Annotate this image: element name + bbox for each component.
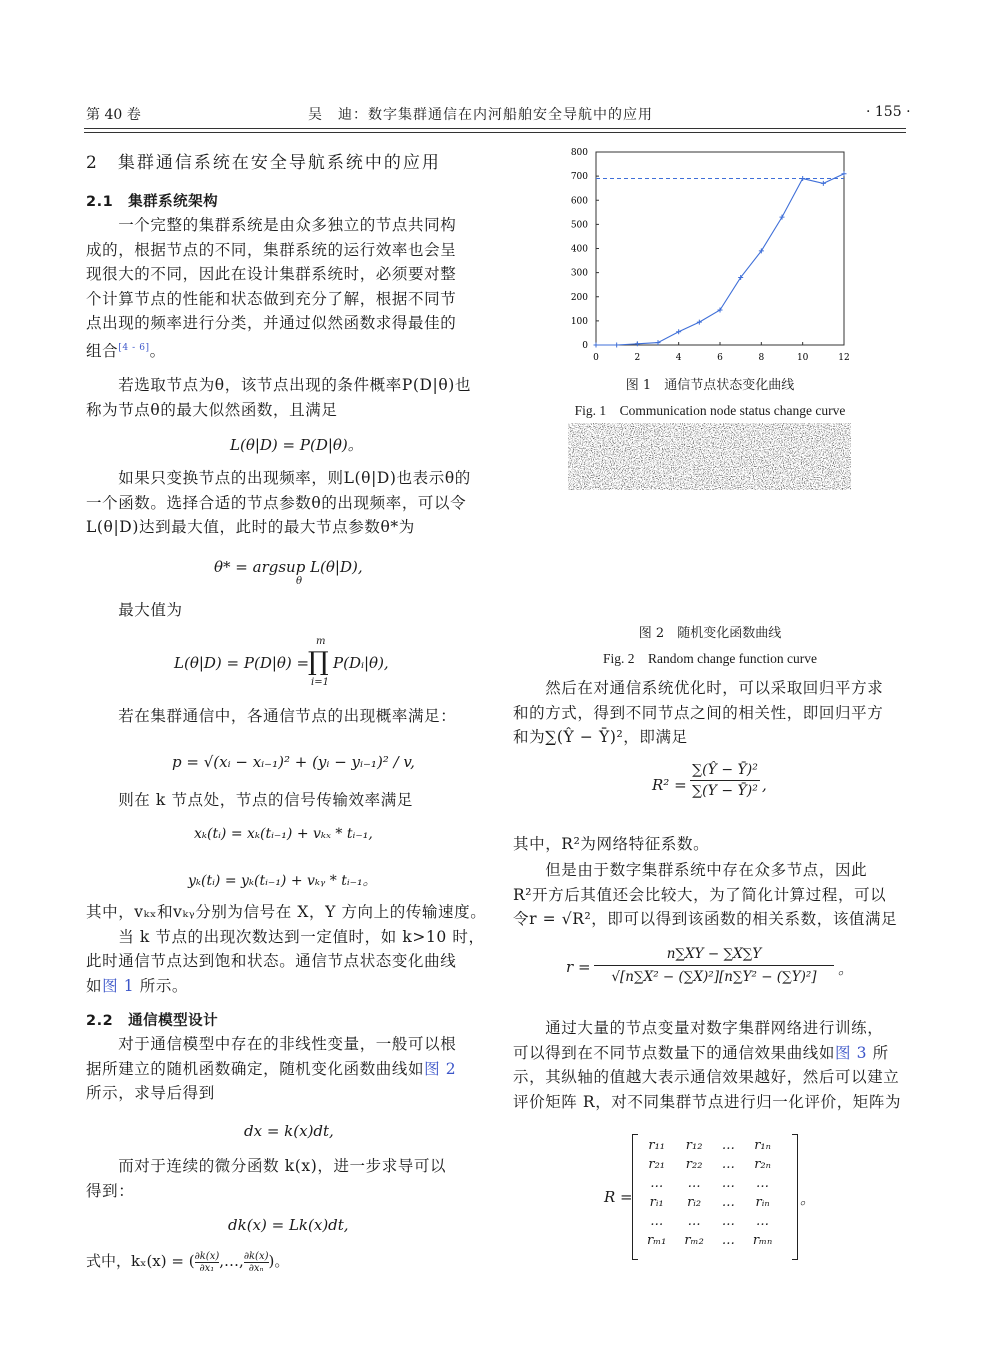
y-tick-label: 100 xyxy=(570,316,588,327)
matrix-cell: … xyxy=(721,1176,735,1191)
matrix-row xyxy=(638,1136,781,1155)
matrix-cell: … xyxy=(687,1176,701,1191)
subsection-title-2-1: 2.1 集群系统架构 xyxy=(86,194,219,210)
header-rule-top xyxy=(84,128,906,129)
equation-r2-end: , xyxy=(762,776,767,794)
journal-volume: 第 40 卷 xyxy=(86,107,141,123)
data-point xyxy=(594,343,599,348)
equation-product-right: P(Dᵢ|θ), xyxy=(333,654,389,672)
text-line: 令r = √R²，即可以得到该函数的相关系数，该值满足 xyxy=(513,910,898,929)
data-point xyxy=(635,341,640,346)
text-line: L(θ|D)达到最大值，此时的最大节点参数θ*为 xyxy=(86,518,415,537)
x-tick-label: 0 xyxy=(593,353,599,363)
equation-likelihood: L(θ|D) = P(D|θ)。 xyxy=(230,436,363,454)
equation-r-left: r = xyxy=(566,958,591,976)
matrix-cell: r₁ₙ xyxy=(754,1138,771,1153)
text-line: 一个完整的集群系统是由众多独立的节点共同构 xyxy=(86,216,457,234)
y-tick-label: 500 xyxy=(570,220,588,231)
matrix-cell: rₘ₁ xyxy=(647,1233,667,1248)
text-line: 评价矩阵 R，对不同集群节点进行归一化评价，矩阵为 xyxy=(513,1092,902,1111)
equation-matrix-end: 。 xyxy=(800,1190,816,1208)
matrix-cell: r₁₁ xyxy=(648,1138,666,1153)
paragraph-max-value xyxy=(86,598,478,623)
matrix-cell: r₂₂ xyxy=(685,1157,703,1172)
fig1-caption-cn: 图 1 通信节点状态变化曲线 xyxy=(625,378,795,393)
text-line: 最大值为 xyxy=(86,601,183,619)
matrix-cell: r₁₂ xyxy=(685,1138,703,1153)
text-line: 如果只变换节点的出现频率，则L(θ|D)也表示θ的 xyxy=(86,469,471,487)
text-line: 得到： xyxy=(86,1181,135,1200)
data-point xyxy=(780,215,785,220)
text-line: 但是由于数字集群系统中存在众多节点，因此 xyxy=(513,861,868,879)
paragraph-saturation xyxy=(86,900,487,998)
header-rule-bottom xyxy=(84,132,906,133)
equation-product-left: L(θ|D) = P(D|θ) = xyxy=(174,654,310,672)
text-line: 然后在对通信系统优化时，可以采取回归平方求 xyxy=(513,679,884,697)
data-point xyxy=(697,320,702,325)
text-line: 则在 k 节点处，节点的信号传输效率满足 xyxy=(86,791,413,809)
text-line: 可以得到在不同节点数量下的通信效果曲线如图 3 所 xyxy=(513,1043,889,1062)
figure-3-link[interactable]: 图 3 xyxy=(835,1043,868,1062)
series-line xyxy=(596,174,844,345)
matrix-cell: rᵢ₂ xyxy=(687,1195,702,1210)
matrix-cell: … xyxy=(756,1176,770,1191)
y-tick-label: 300 xyxy=(570,268,588,279)
matrix-cell: rᵢ₁ xyxy=(649,1195,664,1210)
equation-gradient: 式中，kₓ(x) = ( $\frac{\partial k(x)}{\text{∂x₁}}$ ,…, $\frac{\partial k(x)}{\text{∂xₙ}}$ )。 xyxy=(86,1250,290,1274)
fig2-caption-cn: 图 2 随机变化函数曲线 xyxy=(638,626,782,641)
text-line: 和的方式，得到不同节点之间的相关性，即回归平方 xyxy=(513,703,884,722)
equation-y-position: yₖ(tᵢ) = yₖ(tᵢ₋₁) + vₖᵧ * tᵢ₋₁。 xyxy=(188,873,377,889)
text-line: 若选取节点为θ，该节点出现的条件概率P(D|θ)也 xyxy=(86,376,472,394)
equation-probability: p = √(xᵢ − xᵢ₋₁)² + (yᵢ − yᵢ₋₁)² / v, xyxy=(172,753,415,771)
x-tick-label: 2 xyxy=(634,353,641,363)
text-line: 示，其纵轴的值越大表示通信效果越好，然后可以建立 xyxy=(513,1068,900,1087)
paragraph-model xyxy=(86,1032,478,1106)
equation-dx: dx = k(x)dt, xyxy=(244,1122,334,1140)
matrix-cell: … xyxy=(721,1214,735,1229)
data-point xyxy=(842,171,847,176)
y-tick-label: 400 xyxy=(570,244,588,255)
x-tick-label: 10 xyxy=(796,353,809,363)
equation-argsup: θ* = argsup L(θ|D), xyxy=(214,558,363,576)
text-line: 通过大量的节点变量对数字集群网络进行训练， xyxy=(513,1019,884,1037)
text-line: 一个函数。选择合适的节点参数θ的出现频率，可以令 xyxy=(86,493,467,512)
citation-link[interactable]: [4 - 6] xyxy=(118,342,150,353)
data-point xyxy=(614,343,619,348)
matrix-cell: … xyxy=(756,1214,770,1229)
matrix-cell: … xyxy=(687,1214,701,1229)
matrix-cell: rₘₙ xyxy=(752,1233,773,1248)
paragraph-likelihood xyxy=(86,373,478,422)
data-point xyxy=(800,176,805,181)
paragraph-derivative xyxy=(86,1154,478,1203)
matrix-cell: … xyxy=(721,1138,735,1153)
text-line: 其中，R²为网络特征系数。 xyxy=(513,835,710,853)
matrix-cell: … xyxy=(650,1176,664,1191)
evaluation-matrix xyxy=(638,1136,781,1250)
equation-product-upper: m xyxy=(316,636,326,647)
text-line: 称为节点θ的最大似然函数，且满足 xyxy=(86,400,338,419)
paragraph-regression xyxy=(513,676,905,750)
fig2-noise-image xyxy=(568,423,851,490)
data-point xyxy=(676,329,681,334)
text-line: 个计算节点的性能和状态做到充分了解，根据不同节 xyxy=(86,289,457,308)
equation-x-position: xₖ(tᵢ) = xₖ(tᵢ₋₁) + vₖₓ * tᵢ₋₁, xyxy=(194,826,373,842)
text-line: 而对于连续的微分函数 k(x)，进一步求导可以 xyxy=(86,1157,447,1175)
text-line: 当 k 节点的出现次数达到一定值时，如 k>10 时， xyxy=(86,927,485,946)
matrix-cell: r₂₁ xyxy=(648,1157,666,1172)
running-title: 吴 迪：数字集群通信在内河船舶安全导航中的应用 xyxy=(308,107,653,123)
section-title: 2 集群通信系统在安全导航系统中的应用 xyxy=(86,153,441,173)
matrix-cell: rᵢₙ xyxy=(755,1195,770,1210)
paragraph-probability xyxy=(86,704,478,729)
text-line: 对于通信模型中存在的非线性变量，一般可以根 xyxy=(86,1035,457,1053)
text-line: 所示，求导后得到 xyxy=(86,1084,215,1103)
y-tick-label: 700 xyxy=(570,172,588,183)
matrix-cell: … xyxy=(650,1214,664,1229)
matrix-row xyxy=(638,1193,781,1212)
equation-dk: dk(x) = Lk(x)dt, xyxy=(228,1216,349,1234)
y-tick-label: 800 xyxy=(570,148,588,158)
text-line: 和为∑(Ŷ − Ȳ)²，即满足 xyxy=(513,728,688,747)
text-line: 如图 1 所示。 xyxy=(86,976,189,995)
text-line: 现很大的不同，因此在设计集群系统时，必须要对整 xyxy=(86,265,457,284)
equation-r-end: 。 xyxy=(838,960,854,978)
chart-plot-frame xyxy=(596,152,844,345)
matrix-row xyxy=(638,1231,781,1250)
subsection-title-2-2: 2.2 通信模型设计 xyxy=(86,1013,219,1029)
text-line: 点出现的频率进行分类，并通过似然函数求得最佳的 xyxy=(86,314,457,333)
paragraph-r2 xyxy=(513,832,905,857)
paragraph-cluster-intro xyxy=(86,213,478,364)
matrix-cell: … xyxy=(721,1195,735,1210)
matrix-cell: r₂ₙ xyxy=(754,1157,771,1172)
text-line: 若在集群通信中，各通信节点的出现概率满足： xyxy=(86,707,457,725)
matrix-cell: … xyxy=(721,1157,735,1172)
x-tick-label: 12 xyxy=(838,353,850,363)
equation-argsup-subscript: θ xyxy=(296,576,303,587)
text-line: 组合[4 - 6]。 xyxy=(86,342,166,361)
equation-matrix-left: R = xyxy=(604,1188,633,1206)
matrix-cell: rₘ₂ xyxy=(684,1233,704,1248)
fig1-line-chart xyxy=(560,146,860,368)
equation-product-lower: i=1 xyxy=(311,677,329,688)
product-symbol: ∏ xyxy=(308,647,329,677)
matrix-row xyxy=(638,1212,781,1231)
matrix-row xyxy=(638,1155,781,1174)
matrix-row xyxy=(638,1174,781,1193)
data-point xyxy=(656,340,661,345)
paragraph-frequency xyxy=(86,466,478,540)
text-line: 成的，根据节点的不同，集群系统的运行效率也会呈 xyxy=(86,240,457,259)
figure-1-link[interactable]: 图 1 xyxy=(102,976,135,995)
y-tick-label: 600 xyxy=(570,196,588,207)
fig1-caption-en: Fig. 1 Communication node status change curve xyxy=(574,403,846,418)
x-tick-label: 4 xyxy=(675,353,682,363)
text-line: 其中，vₖₓ和vₖᵧ分别为信号在 X，Y 方向上的传输速度。 xyxy=(86,903,487,921)
equation-r2-fraction: ∑(Ŷ − Ȳ)² ∑(Y − Ȳ)² xyxy=(690,762,760,799)
page-number: · 155 · xyxy=(866,104,911,120)
paragraph-training xyxy=(513,1016,905,1114)
paragraph-transmission xyxy=(86,788,478,813)
text-line: R²开方后其值还会比较大，为了简化计算过程，可以 xyxy=(513,885,887,904)
data-point xyxy=(821,181,826,186)
equation-r-fraction: n∑XY − ∑X∑Y √[n∑X² − (∑X)²][n∑Y² − (∑Y)²] xyxy=(594,946,834,985)
y-tick-label: 0 xyxy=(582,341,588,351)
equation-r2-left: R² = xyxy=(652,776,687,794)
x-tick-label: 6 xyxy=(717,353,723,363)
figure-2-link[interactable]: 图 2 xyxy=(424,1059,457,1078)
matrix-cell: … xyxy=(721,1233,735,1248)
x-tick-label: 8 xyxy=(758,353,765,363)
y-tick-label: 200 xyxy=(570,292,588,303)
text-line: 此时通信节点达到饱和状态。通信节点状态变化曲线 xyxy=(86,952,457,971)
paragraph-correlation xyxy=(513,858,905,932)
text-line: 据所建立的随机函数确定，随机变化函数曲线如图 2 xyxy=(86,1059,457,1078)
fig2-caption-en: Fig. 2 Random change function curve xyxy=(602,651,818,666)
